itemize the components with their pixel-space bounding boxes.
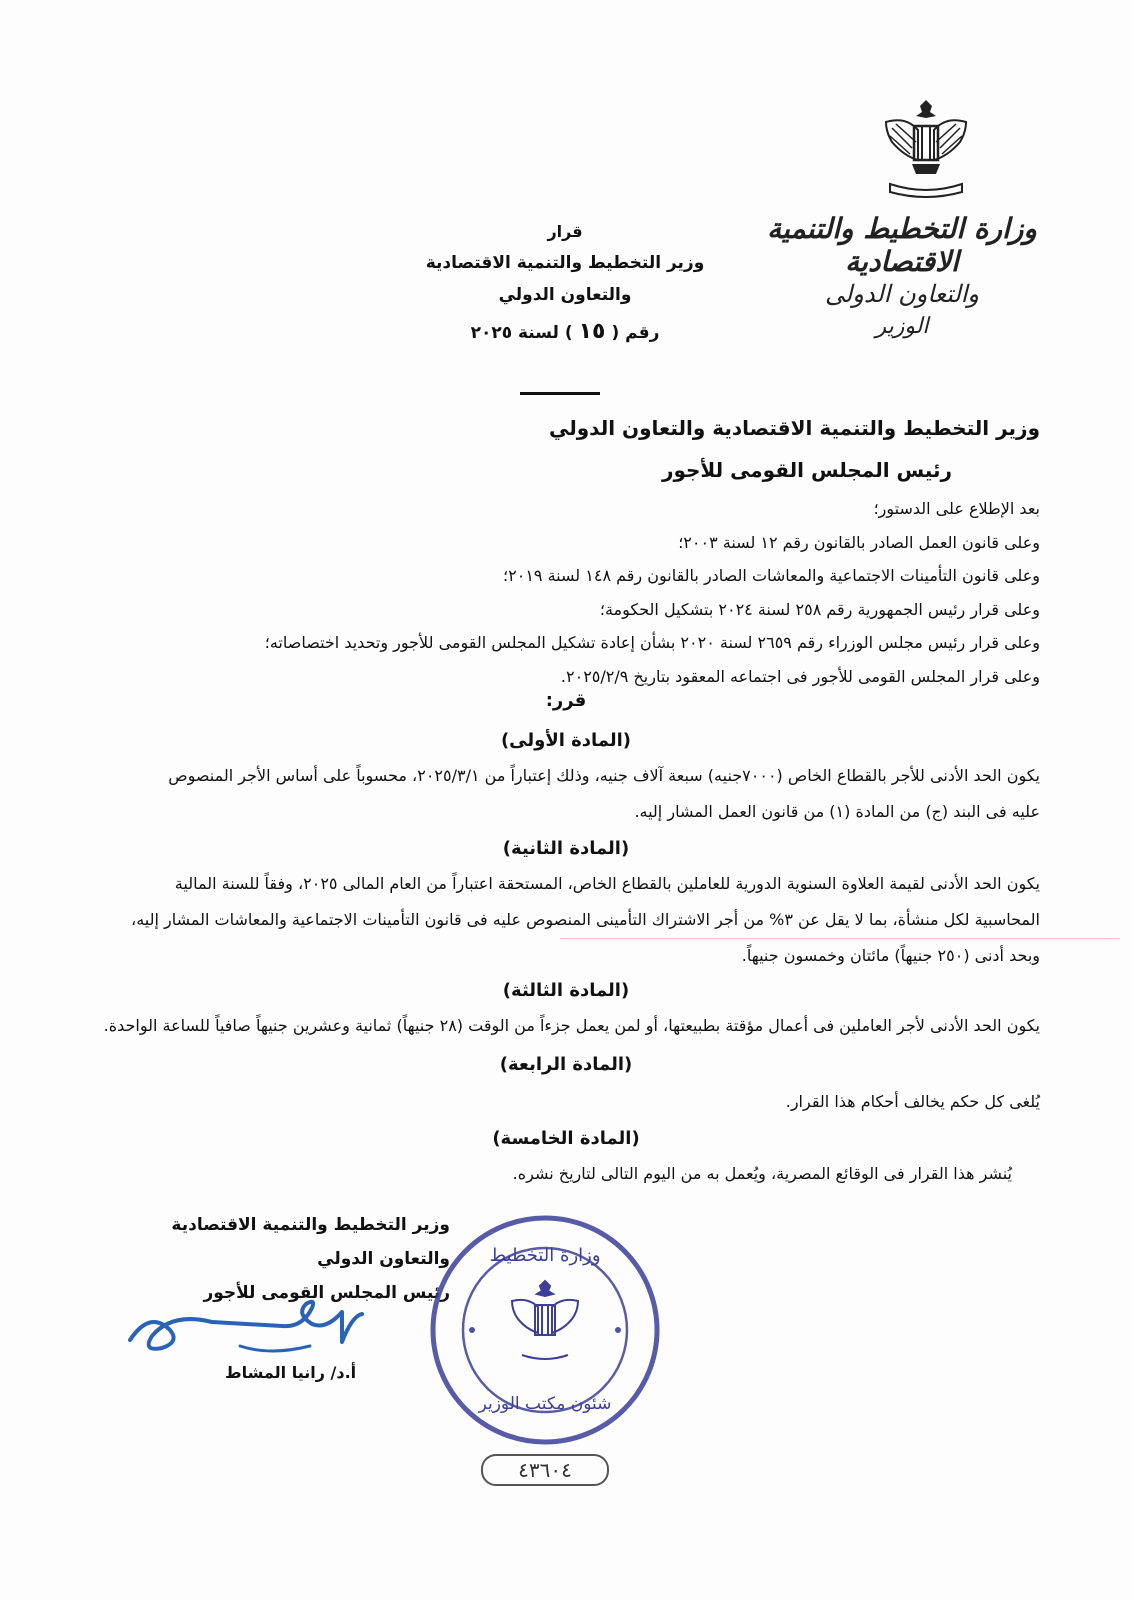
preamble-line: وعلى قانون التأمينات الاجتماعية والمعاشات الصادر بالقانون رقم ١٤٨ لسنة ٢٠١٩؛	[503, 566, 1040, 585]
article-3-body	[92, 1008, 1040, 1044]
official-stamp	[420, 1205, 670, 1495]
signer-title-line3: رئيس المجلس القومى للأجور	[203, 1283, 450, 1303]
article-line: يُلغى كل حكم يخالف أحكام هذا القرار.	[785, 1092, 1040, 1111]
stamp-serial-number: ٤٣٦٠٤	[518, 1458, 572, 1482]
article-5-body	[64, 1156, 1012, 1192]
preamble-line: وعلى قرار رئيس الجمهورية رقم ٢٥٨ لسنة ٢٠٢٤ بتشكيل الحكومة؛	[599, 599, 1040, 619]
decision-number-suffix: ) لسنة ٢٠٢٥	[470, 323, 573, 343]
eagle-emblem-icon	[876, 92, 976, 202]
decision-number-prefix: رقم (	[611, 323, 660, 343]
signer-title-line2: والتعاون الدولي	[317, 1249, 450, 1269]
stamp-top-text: وزارة التخطيط	[489, 1245, 601, 1266]
preamble	[80, 492, 1040, 693]
decision-number-value: ١٥	[578, 319, 606, 344]
preamble-line: بعد الإطلاع على الدستور؛	[873, 499, 1040, 518]
article-2-body	[92, 866, 1040, 974]
preamble-line: وعلى قرار المجلس القومى للأجور فى اجتماعه المعقود بتاريخ ٢٠٢٥/٢/٩.	[560, 666, 1040, 686]
article-2-title: (المادة الثانية)	[502, 838, 630, 859]
stamp-bottom-text: شئون مكتب الوزير	[478, 1394, 612, 1414]
article-3-title: (المادة الثالثة)	[502, 980, 630, 1001]
article-4-title: (المادة الرابعة)	[499, 1054, 633, 1075]
minister-heading: وزير التخطيط والتنمية الاقتصادية والتعاون الدولي	[548, 416, 1040, 440]
decision-title-block	[400, 222, 730, 344]
signer-title-line1: وزير التخطيط والتنمية الاقتصادية	[171, 1215, 450, 1235]
article-4-body	[92, 1084, 1040, 1120]
decision-minister-line2: والتعاون الدولي	[498, 285, 632, 305]
handwritten-signature	[120, 1290, 400, 1370]
title-divider	[520, 392, 600, 395]
article-line: وبحد أدنى (٢٥٠ جنيهاً) مائتان وخمسون جنيهاً.	[741, 946, 1040, 965]
article-1-body	[92, 758, 1040, 830]
article-line: المحاسبية لكل منشأة، بما لا يقل عن ٣% من أجر الاشتراك التأمينى المنصوص عليه فى قانون التأمينات الاجتماعية والمعاشات المشار إليه،	[131, 910, 1040, 929]
preamble-line: وعلى قانون العمل الصادر بالقانون رقم ١٢ لسنة ٢٠٠٣؛	[678, 532, 1040, 552]
ministry-name: وزارة التخطيط والتنمية الاقتصادية	[767, 212, 1037, 278]
article-line: يُنشر هذا القرار فى الوقائع المصرية، ويُعمل به من اليوم التالى لتاريخ نشره.	[512, 1164, 1012, 1183]
decision-number	[400, 319, 730, 344]
scan-fold-line	[560, 938, 1120, 939]
article-line: يكون الحد الأدنى لقيمة العلاوة السنوية الدورية للعاملين بالقطاع الخاص، المستحقة اعتباراً من العام المالى ٢٠٢٥، وفقاً للسنة المالية	[174, 874, 1040, 893]
preamble-line: وعلى قرار رئيس مجلس الوزراء رقم ٢٦٥٩ لسنة ٢٠٢٠ بشأن إعادة تشكيل المجلس القومى للأجور وتحديد اختصاصاته؛	[264, 633, 1040, 652]
ministry-header	[752, 212, 1052, 339]
decision-minister-line1: وزير التخطيط والتنمية الاقتصادية	[425, 253, 705, 273]
article-line: عليه فى البند (ج) من المادة (١) من قانون العمل المشار إليه.	[634, 802, 1040, 821]
minister-label: الوزير	[875, 314, 929, 339]
signer-name: أ.د/ رانيا المشاط	[225, 1363, 357, 1382]
ministry-name-second-line: والتعاون الدولى	[824, 280, 980, 308]
article-line: يكون الحد الأدنى للأجر بالقطاع الخاص (٧٠٠٠جنيه) سبعة آلاف جنيه، وذلك إعتباراً من ٢٠٢٥/٣/١، محسوباً على أساس الأجر المنصوص	[168, 766, 1040, 785]
decided-heading: قرر:	[545, 690, 587, 711]
article-1-title: (المادة الأولى)	[500, 730, 632, 751]
stamp-eagle-icon	[512, 1281, 578, 1359]
article-line: يكون الحد الأدنى لأجر العاملين فى أعمال مؤقتة بطبيعتها، أو لمن يعمل جزءاً من الوقت (٢٨ جنيهاً) ثمانية وعشرين جنيهاً صافياً للساعة الواحدة.	[103, 1016, 1040, 1035]
article-5-title: (المادة الخامسة)	[492, 1128, 640, 1149]
council-heading: رئيس المجلس القومى للأجور	[661, 458, 952, 482]
decision-label: قرار	[547, 222, 583, 241]
